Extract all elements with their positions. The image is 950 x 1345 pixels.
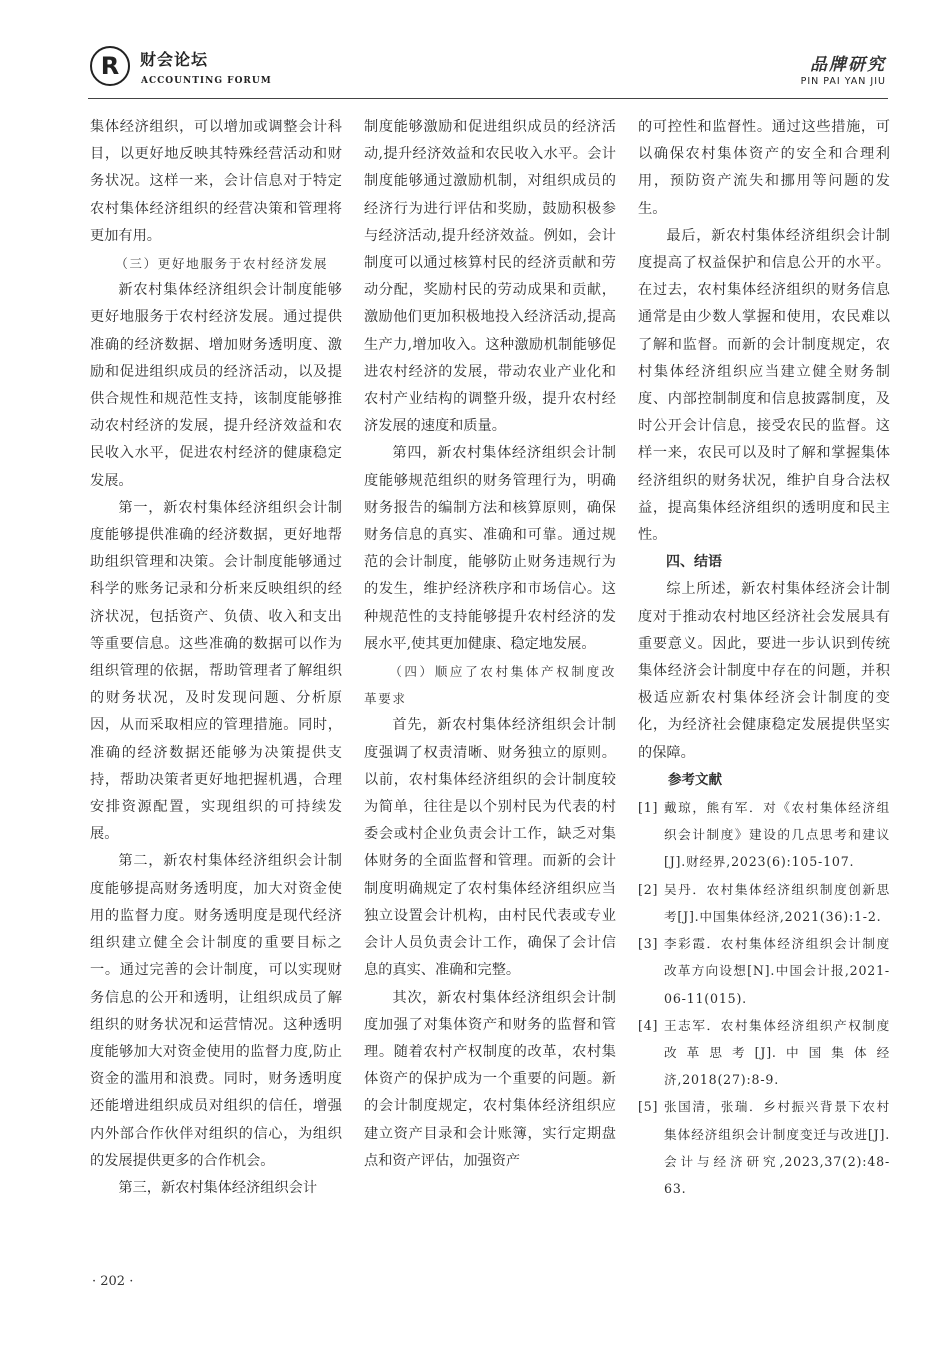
subsection-heading: （四）顺应了农村集体产权制度改革要求 (364, 664, 616, 707)
page-number: · 202 · (92, 1274, 134, 1289)
paragraph: 综上所述，新农村集体经济会计制度对于推动农村地区经济社会发展具有重要意义。因此，要进一步认识到传统集体经济会计制度中存在的问题，并积极适应新农村集体经济会计制度的变化，为经济社会健康稳定发展提供坚实的保障。 (638, 581, 890, 761)
reference-number: [4] (638, 1017, 659, 1033)
text-column-1 (90, 114, 342, 1202)
journal-title-en: ACCOUNTING FORUM (141, 76, 272, 86)
reference-text: 李彩霞．农村集体经济组织会计制度改革方向设想[N].中国会计报,2021-06-11(015). (664, 936, 890, 1006)
section-heading: 四、结语 (666, 554, 722, 571)
reference-text: 戴琼，熊有军．对《农村集体经济组织会计制度》建设的几点思考和建议[J].财经界,2023(6):105-107. (664, 800, 890, 870)
reference-item (638, 876, 890, 930)
journal-title-cn: 财会论坛 (140, 50, 209, 69)
subsection-heading: （三）更好地服务于农村经济发展 (115, 256, 329, 272)
section-brand-en: PIN PAI YAN JIU (800, 76, 886, 87)
reference-item (638, 1093, 890, 1202)
text-column-2 (364, 114, 616, 1175)
reference-item (638, 930, 890, 1012)
reference-number: [5] (638, 1099, 659, 1115)
reference-item (638, 794, 890, 876)
reference-text: 张国清，张瑞．乡村振兴背景下农村集体经济组织会计制度变迁与改进[J].会计与经济研究,2023,37(2):48-63. (664, 1099, 890, 1196)
text-column-3 (638, 114, 890, 1202)
reference-number: [3] (638, 936, 659, 952)
paragraph: 新农村集体经济组织会计制度能够更好地服务于农村经济发展。通过提供准确的经济数据、增加财务透明度、激励和促进组织成员的经济活动，以及提供合规性和规范性支持，该制度能够推动农村经济的发展，提升经济效益和农民收入水平，促进农村经济的健康稳定发展。 (90, 282, 342, 489)
page-header (88, 44, 888, 96)
section-brand-cn: 品牌研究 (810, 55, 886, 75)
paragraph: 第一，新农村集体经济组织会计制度能够提供准确的经济数据，更好地帮助组织管理和决策。会计制度能够通过科学的账务记录和分析来反映组织的经济状况，包括资产、负债、收入和支出等重要信息。这些准确的数据可以作为组织管理的依据，帮助管理者了解组织的财务状况，及时发现问题、分析原因，从而采取相应的管理措施。同时，准确的经济数据还能够为决策提供支持，帮助决策者更好地把握机遇，合理安排资源配置，实现组织的可持续发展。 (90, 499, 342, 843)
registered-logo-icon: R (90, 46, 130, 86)
paragraph: 第二，新农村集体经济组织会计制度能够提高财务透明度，加大对资金使用的监督力度。财务透明度是现代经济组织建立健全会计制度的重要目标之一。通过完善的会计制度，可以实现财务信息的公开和透明，让组织成员了解组织的财务状况和运营情况。这种透明度能够加大对资金使用的监督力度,防止资金的滥用和浪费。同时，财务透明度还能增进组织成员对组织的信任，增强内外部合作伙伴对组织的信心，为组织的发展提供更多的合作机会。 (90, 853, 342, 1169)
paragraph: 第三，新农村集体经济组织会计 (118, 1179, 318, 1196)
paragraph-continued: 的可控性和监督性。通过这些措施，可以确保农村集体资产的安全和合理利用，预防资产流失和挪用等问题的发生。 (638, 119, 890, 217)
reference-number: [1] (638, 800, 659, 816)
references-heading: 参考文献 (668, 771, 722, 788)
paragraph-continued: 集体经济组织，可以增加或调整会计科目，以更好地反映其特殊经营活动和财务状况。这样一来，会计信息对于特定农村集体经济组织的经营决策和管理将更加有用。 (90, 119, 342, 244)
reference-text: 王志军．农村集体经济组织产权制度改革思考[J].中国集体经济,2018(27):8-9. (664, 1017, 890, 1088)
reference-list (638, 794, 890, 1202)
reference-number: [2] (638, 881, 659, 897)
paragraph: 首先，新农村集体经济组织会计制度强调了权责清晰、财务独立的原则。以前，农村集体经济组织的会计制度较为简单，往往是以个别村民为代表的村委会或村企业负责会计工作，缺乏对集体财务的全面监督和管理。而新的会计制度明确规定了农村集体经济组织应当独立设置会计机构，由村民代表或专业会计人员负责会计工作，确保了会计信息的真实、准确和完整。 (364, 717, 616, 979)
reference-item (638, 1012, 890, 1094)
paragraph: 其次，新农村集体经济组织会计制度加强了对集体资产和财务的监督和管理。随着农村产权制度的改革，农村集体资产的保护成为一个重要的问题。新的会计制度规定，农村集体经济组织应建立资产目录和会计账簿，实行定期盘点和资产评估，加强资产 (364, 989, 616, 1169)
paragraph: 最后，新农村集体经济组织会计制度提高了权益保护和信息公开的水平。在过去，农村集体经济组织的财务信息通常是由少数人掌握和使用，农民难以了解和监督。而新的会计制度规定，农村集体经济组织应当建立健全财务制度、内部控制制度和信息披露制度，及时公开会计信息，接受农民的监督。这样一来，农民可以及时了解和掌握集体经济组织的财务状况，维护自身合法权益，提高集体经济组织的透明度和民主性。 (638, 227, 890, 544)
header-divider (88, 98, 888, 99)
paragraph: 第四，新农村集体经济组织会计制度能够规范组织的财务管理行为，明确财务报告的编制方法和核算原则，确保财务信息的真实、准确和可靠。通过规范的会计制度，能够防止财务违规行为的发生，维护经济秩序和市场信心。这种规范性的支持能够提升农村经济的发展水平,使其更加健康、稳定地发展。 (364, 445, 616, 652)
paragraph-continued: 制度能够激励和促进组织成员的经济活动,提升经济效益和农民收入水平。会计制度能够通过激励机制，对组织成员的经济行为进行评估和奖励，鼓励积极参与经济活动,提升经济效益。例如，会计制度可以通过核算村民的经济贡献和劳动分配，奖励村民的劳动成果和贡献，激励他们更加积极地投入经济活动,提高生产力,增加收入。这种激励机制能够促进农村经济的发展，带动农业产业化和农村产业结构的调整升级，提升农村经济发展的速度和质量。 (364, 119, 616, 435)
reference-text: 吴丹．农村集体经济组织制度创新思考[J].中国集体经济,2021(36):1-2. (664, 881, 890, 924)
